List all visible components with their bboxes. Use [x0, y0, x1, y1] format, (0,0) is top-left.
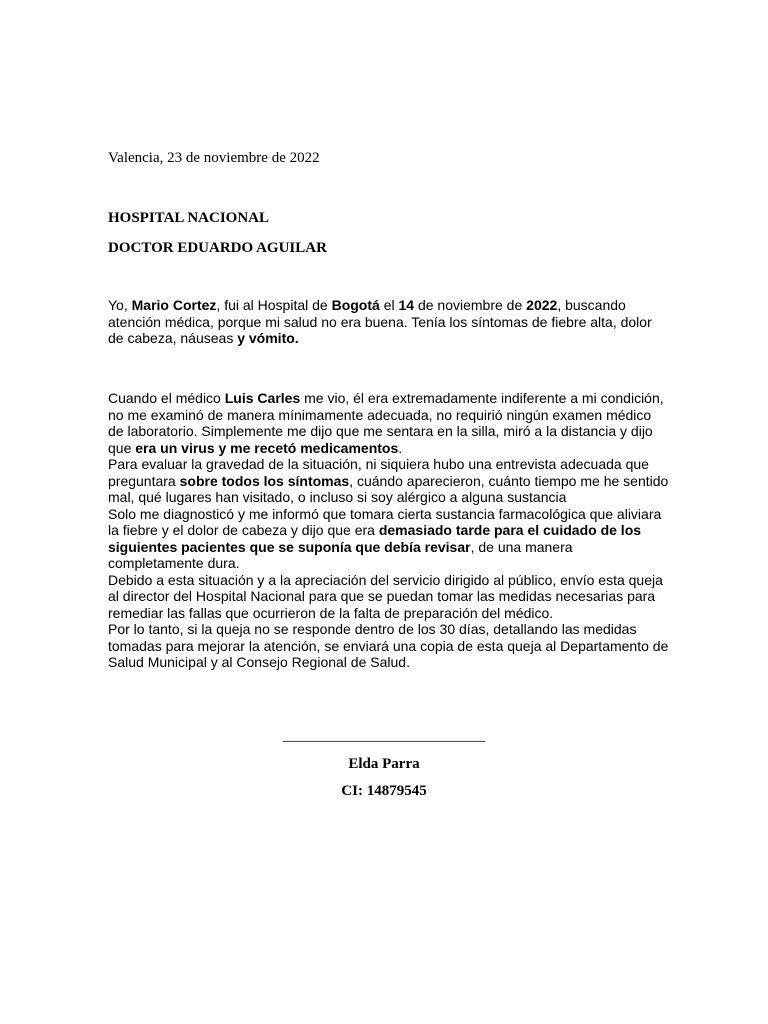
bold-text: demasiado tarde para el cuidado de los — [378, 522, 642, 538]
paragraph-line — [108, 605, 663, 622]
recipient-addressee: DOCTOR EDUARDO AGUILAR — [108, 240, 327, 256]
recipient-institution: HOSPITAL NACIONAL — [108, 210, 270, 226]
body-paragraph-1 — [108, 297, 663, 347]
paragraph-line — [108, 637, 669, 655]
bold-text: Luis Carles — [224, 390, 301, 406]
text-run: preguntara — [108, 472, 180, 489]
bold-text: Mario Cortez — [131, 297, 217, 313]
signer-id: CI: 14879545 — [341, 783, 427, 799]
text-run: remediar las fallas que ocurrieron de la falta de preparación del médico. — [108, 604, 554, 621]
paragraph-line — [108, 440, 663, 457]
bold-text: sobre todos los síntomas — [179, 472, 350, 489]
text-run: , cuándo aparecieron, cuánto tiempo me he sentido — [349, 472, 669, 489]
bold-text: 14 — [398, 297, 415, 313]
bold-text: Bogotá — [331, 297, 380, 313]
paragraph-line — [108, 555, 663, 572]
text-run: Salud Municipal y al Consejo Regional de Salud. — [108, 654, 410, 670]
paragraph-line — [108, 539, 663, 556]
text-run: Solo me diagnosticó y me informó que tomara cierta sustancia farmacológica que aliviara — [108, 505, 662, 522]
text-run: de cabeza, náuseas — [108, 330, 238, 346]
text-run: que — [108, 439, 136, 456]
paragraph-line — [108, 330, 663, 347]
paragraph-line — [108, 506, 663, 523]
paragraph-line — [108, 456, 663, 473]
paragraph-line — [108, 423, 663, 440]
signer-name: Elda Parra — [348, 756, 420, 772]
paragraph-line — [108, 407, 663, 424]
bold-text: y vómito. — [237, 330, 299, 346]
text-run: completamente dura. — [108, 555, 240, 571]
text-run: tomadas para mejorar la atención, se enviará una copia de esta queja al Departamento de — [108, 637, 669, 654]
text-run: , fui al Hospital de — [216, 297, 332, 313]
text-run: atención médica, porque mi salud no era buena. Tenía los síntomas de fiebre alta, dolor — [108, 313, 652, 330]
text-run: Cuando el médico — [108, 390, 225, 406]
bold-text: 2022 — [526, 297, 558, 313]
text-run: me vio, él era extremadamente indiferente a mi condición, — [300, 390, 664, 406]
text-run: Debido a esta situación y a la apreciación del servicio dirigido al público, envío esta queja — [108, 571, 663, 588]
text-run: el — [379, 297, 399, 313]
signature-line: ___________________________ — [282, 728, 486, 744]
paragraph-line — [108, 621, 663, 638]
text-run: la fiebre y el dolor de cabeza y dijo que era — [108, 522, 379, 538]
text-run: no me examinó de manera mínimamente adecuada, no requirió ningún examen médico — [108, 406, 652, 423]
paragraph-line — [108, 588, 663, 605]
text-run: Yo, — [108, 297, 132, 313]
date-line: Valencia, 23 de noviembre de 2022 — [108, 150, 320, 166]
text-run: , de una manera — [470, 538, 573, 555]
text-run: mal, qué lugares han visitado, o incluso si soy alérgico a alguna sustancia — [108, 489, 567, 505]
paragraph-line — [108, 314, 663, 331]
bold-text: era un virus y me recetó medicamentos — [135, 439, 399, 456]
paragraph-line — [108, 654, 663, 671]
paragraph-line — [108, 489, 663, 506]
text-run: al director del Hospital Nacional para que se puedan tomar las medidas necesarias para — [108, 588, 656, 604]
text-run: de laboratorio. Simplemente me dijo que me sentara en la silla, miró a la distancia y dijo — [108, 423, 653, 439]
paragraph-line — [108, 297, 663, 314]
text-run: Para evaluar la gravedad de la situación, ni siquiera hubo una entrevista adecuada que — [108, 456, 649, 472]
paragraph-line — [108, 390, 663, 407]
body-paragraph-2 — [108, 390, 669, 671]
paragraph-line — [108, 572, 663, 589]
paragraph-line — [108, 472, 669, 490]
text-run: , buscando — [557, 297, 626, 313]
text-run: . — [398, 439, 403, 456]
bold-text: siguientes pacientes que se suponía que debía revisar — [108, 538, 471, 555]
text-run: Por lo tanto, si la queja no se responde dentro de los 30 días, detallando las medidas — [108, 621, 637, 637]
paragraph-line — [108, 522, 663, 539]
text-run: de noviembre de — [414, 297, 527, 313]
